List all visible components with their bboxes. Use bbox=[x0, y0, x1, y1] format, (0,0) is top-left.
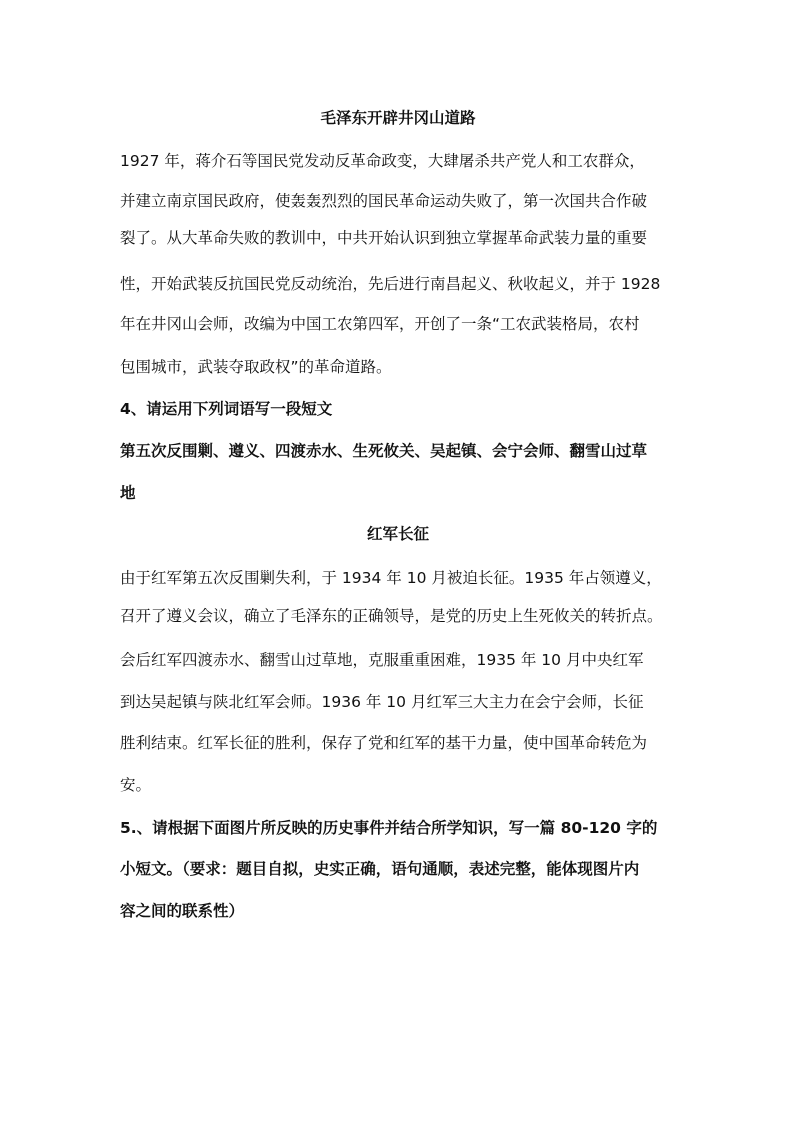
question-5-line: 小短文。（要求：题目自拟，史实正确，语句通顺，表述完整，能体现图片内 bbox=[120, 860, 640, 878]
question-5-line: 5.、请根据下面图片所反映的历史事件并结合所学知识，写一篇 80-120 字的 bbox=[120, 819, 658, 837]
paragraph-line: 裂了。从大革命失败的教训中，中共开始认识到独立掌握革命武装力量的重要 bbox=[120, 229, 648, 247]
paragraph-line: 包围城市，武装夺取政权”的革命道路。 bbox=[120, 358, 392, 376]
paragraph-line: 年在井冈山会师，改编为中国工农第四军，开创了一条“工农武装格局，农村 bbox=[120, 315, 640, 333]
question-5-line: 容之间的联系性） bbox=[120, 902, 245, 920]
section-title-long-march: 红军长征 bbox=[366, 525, 429, 543]
paragraph-line: 胜利结束。红军长征的胜利，保存了党和红军的基干力量，使中国革命转危为 bbox=[120, 734, 648, 752]
paragraph-line: 安。 bbox=[120, 776, 152, 794]
paragraph-line: 并建立南京国民政府，使轰轰烈烈的国民革命运动失败了，第一次国共合作破 bbox=[120, 192, 648, 210]
question-4-keywords-line: 第五次反围剿、遵义、四渡赤水、生死攸关、吴起镇、会宁会师、翻雪山过草 bbox=[120, 442, 648, 460]
question-4-heading: 4、请运用下列词语写一段短文 bbox=[120, 400, 333, 418]
paragraph-line: 由于红军第五次反围剿失利，于 1934 年 10 月被迫长征。1935 年占领遵义， bbox=[120, 569, 662, 587]
section-title-jinggangshan: 毛泽东开辟井冈山道路 bbox=[320, 109, 476, 127]
paragraph-line: 1927 年，蒋介石等国民党发动反革命政变，大肆屠杀共产党人和工农群众， bbox=[120, 152, 645, 170]
paragraph-line: 召开了遵义会议，确立了毛泽东的正确领导，是党的历史上生死攸关的转折点。 bbox=[120, 607, 663, 625]
paragraph-line: 到达吴起镇与陕北红军会师。1936 年 10 月红军三大主力在会宁会师，长征 bbox=[120, 693, 644, 711]
paragraph-line: 性，开始武装反抗国民党反动统治，先后进行南昌起义、秋收起义，并于 1928 bbox=[120, 275, 661, 293]
paragraph-line: 会后红军四渡赤水、翻雪山过草地，克服重重困难，1935 年 10 月中央红军 bbox=[120, 651, 644, 669]
question-4-keywords-line: 地 bbox=[120, 484, 136, 502]
